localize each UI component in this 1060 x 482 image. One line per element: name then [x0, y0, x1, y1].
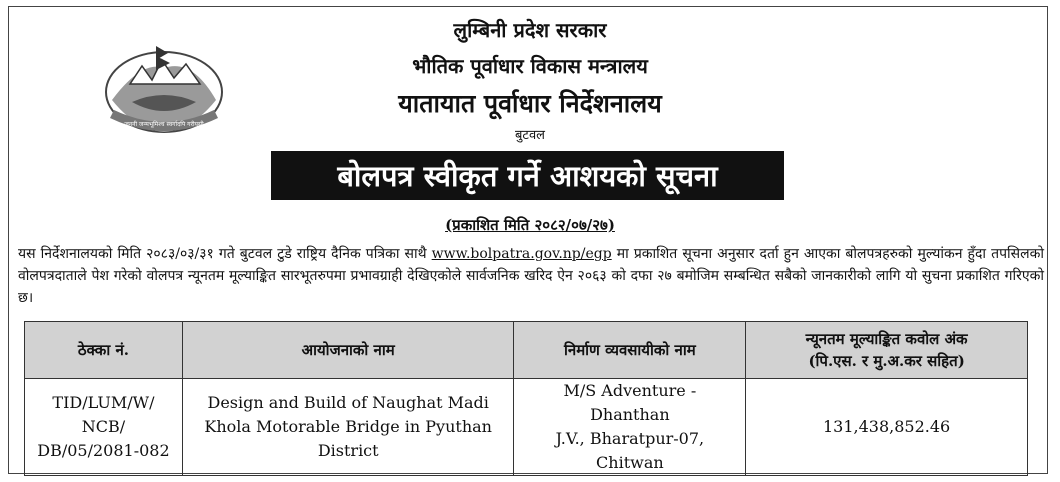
cell-contractor [514, 379, 746, 476]
emblem-motto: जननी जन्मभूमिश्च स्वर्गादपि गरीयसी [124, 121, 204, 128]
notice-body-rest: मा प्रकाशित सूचना अनुसार दर्ता हुन आएका बोलपत्रहरुको मुल्यांकन हुँदा तपसिलको वोलपत्रदाताले पेश गरेको वोलपत्र न्यूनतम मूल्याङ्कित सारभूतरुपमा प्रभावग्राही देखिएकोले सार्वजनिक खरिद ऐन २०६३ को दफा २७ बमोजिम सम्बन्धित सबैको जानकारीको लागि यो सुचना प्रकाशित गरिएको छ। [18, 246, 1044, 306]
contract-no-line: DB/05/2081-082 [37, 441, 170, 460]
contract-no-line: NCB/ [81, 417, 126, 436]
header-amount-line2: (पि.एस. र मु.अ.कर सहित) [808, 352, 965, 370]
bolpatra-link[interactable]: www.bolpatra.gov.np/egp [431, 246, 612, 262]
contract-no-line: TID/LUM/W/ [52, 393, 155, 412]
header-contractor: निर्माण व्यवसायीको नाम [514, 322, 746, 379]
project-name-line: Khola Motorable Bridge in Pyuthan [204, 417, 492, 436]
cell-contract-no [25, 379, 183, 476]
table-header-row [25, 322, 1028, 379]
notice-title: बोलपत्र स्वीकृत गर्ने आशयको सूचना [271, 151, 784, 200]
office-location: बुटवल [514, 128, 546, 143]
published-date-text: (प्रकाशित मिति २०८२/०७/२७) [445, 216, 615, 234]
header-amount [746, 322, 1028, 379]
header-contract-no: ठेक्का नं. [25, 322, 183, 379]
tender-table [24, 321, 1028, 476]
published-date [0, 215, 1060, 235]
cell-amount: 131,438,852.46 [746, 379, 1028, 476]
contractor-line: J.V., Bharatpur-07, Chitwan [555, 429, 705, 472]
contractor-line: M/S Adventure - Dhanthan [563, 381, 697, 424]
cell-project-name [182, 379, 514, 476]
province-government: लुम्बिनी प्रदेश सरकार [453, 18, 607, 42]
ministry-name: भौतिक पूर्वाधार विकास मन्त्रालय [412, 54, 648, 78]
notice-body-intro: यस निर्देशनालयको मिति २०८३/०३/३१ गते बुटवल टुडे राष्ट्रिय दैनिक पत्रिका साथै [18, 246, 432, 262]
table-row [25, 379, 1028, 476]
header-project-name: आयोजनाको नाम [182, 322, 514, 379]
header-amount-line1: न्यूनतम मूल्याङ्कित कवोल अंक [805, 330, 968, 348]
project-name-line: District [317, 441, 379, 460]
notice-body [18, 243, 1044, 309]
directorate-name: यातायात पूर्वाधार निर्देशनालय [398, 89, 662, 118]
project-name-line: Design and Build of Naughat Madi [207, 393, 489, 412]
